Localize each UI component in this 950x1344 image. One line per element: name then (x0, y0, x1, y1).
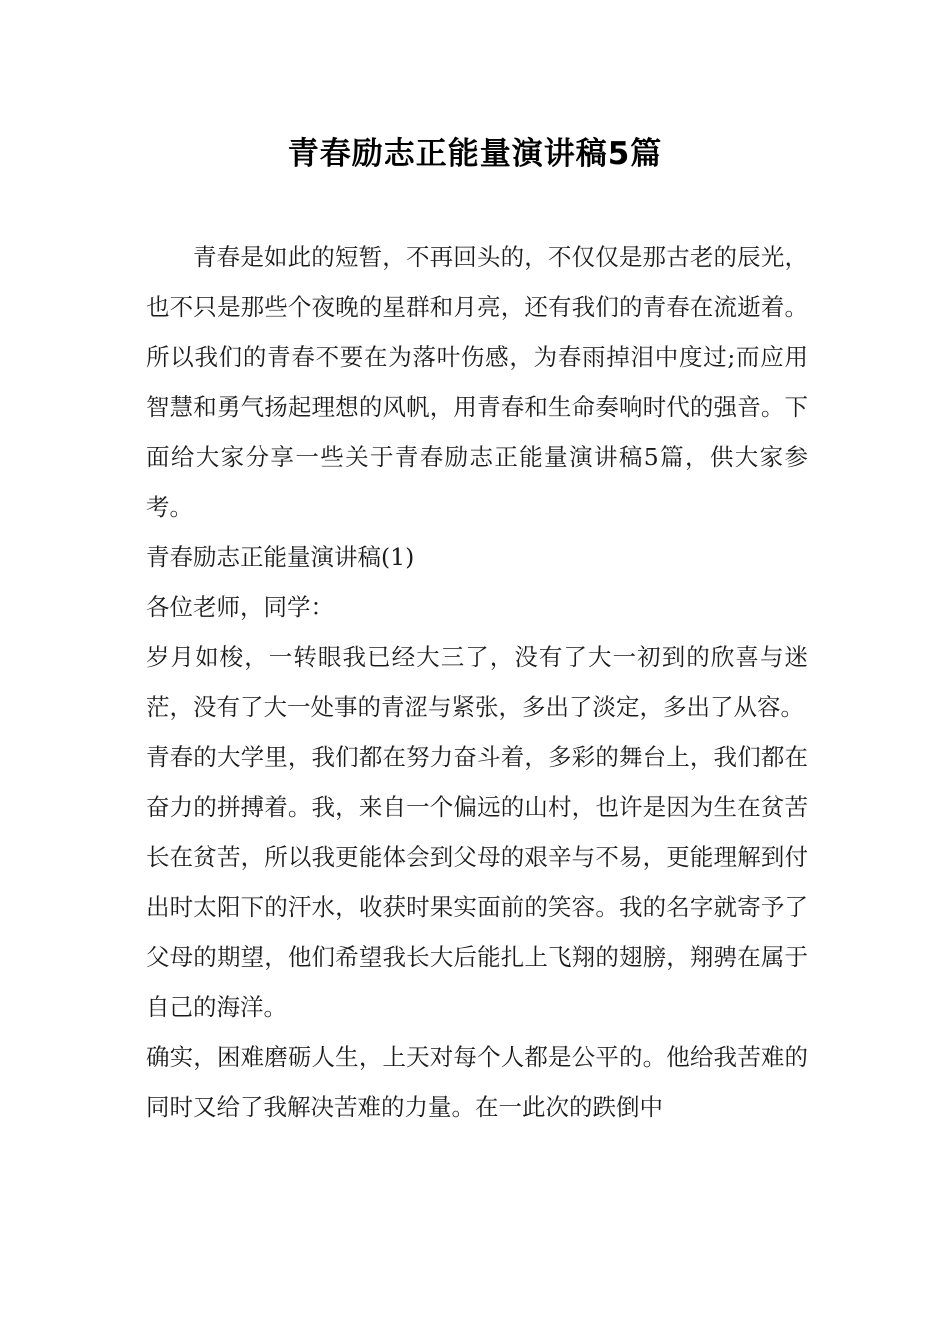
body-paragraph: 岁月如梭，一转眼我已经大三了，没有了大一初到的欣喜与迷茫，没有了大一处事的青涩与紧张，多出了淡定，多出了从容。 (146, 643, 808, 721)
document-title: 青春励志正能量演讲稿5篇 (287, 136, 663, 172)
intro-paragraph: 青春是如此的短暂，不再回头的，不仅仅是那古老的辰光，也不只是那些个夜晚的星群和月亮，还有我们的青春在流逝着。所以我们的青春不要在为落叶伤感，为春雨掉泪中度过;而应用智慧和勇气扬起理想的风帆，用青春和生命奏响时代的强音。下面给大家分享一些关于青春励志正能量演讲稿5篇，供大家参考。 (146, 243, 808, 521)
body-paragraph: 确实，困难磨砺人生，上天对每个人都是公平的。他给我苦难的同时又给了我解决苦难的力量。在一此次的跌倒中 (146, 1043, 808, 1121)
document-body (146, 232, 808, 1132)
section-heading: 青春励志正能量演讲稿(1) (146, 543, 415, 571)
salutation: 各位老师，同学： (146, 593, 334, 621)
body-paragraph: 青春的大学里，我们都在努力奋斗着，多彩的舞台上，我们都在奋力的拼搏着。我，来自一个偏远的山村，也许是因为生在贫苦长在贫苦，所以我更能体会到父母的艰辛与不易，更能理解到付出时太阳下的汗水，收获时果实面前的笑容。我的名字就寄予了父母的期望，他们希望我长大后能扎上飞翔的翅膀，翔骋在属于自己的海洋。 (146, 743, 808, 1021)
